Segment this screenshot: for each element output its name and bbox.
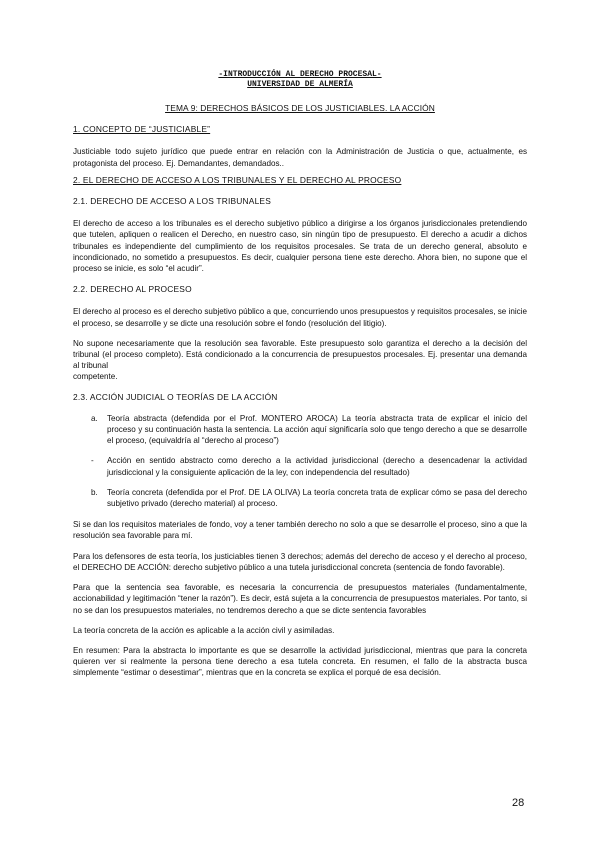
paragraph-sentencia-favorable: Para que la sentencia sea favorable, es necesaria la concurrencia de presupuestos materiales (fundamentalmente, accionabilidad y legitimación “tener la razón”). Es decir, está sujeta a la concurrencia de presupuestos materiales. Por tanto, si no se dan los presupuestos materiales, no tendremos derecho a que se dicte sentencia favorables (73, 583, 527, 615)
list-item-dash-text: Acción en sentido abstracto como derecho a la actividad jurisdiccional (derecho a desencadenar la actividad jurisdiccional y la consiguiente aplicación de la ley, con independencia del resultado) (107, 456, 527, 477)
list-marker-dash: - (91, 456, 94, 466)
document-header (73, 70, 527, 90)
university-name: UNIVERSIDAD DE ALMERÍA (247, 80, 353, 89)
document-page (73, 70, 527, 679)
chapter-title: TEMA 9: DERECHOS BÁSICOS DE LOS JUSTICIABLES. LA ACCIÓN (165, 103, 435, 113)
section-1-paragraph: Justiciable todo sujeto jurídico que puede entrar en relación con la Administración de Justicia o que, actualmente, es protagonista del proceso. Ej. Demandantes, demandados.. (73, 147, 527, 168)
section-2-2-paragraph-2-end: competente. (73, 372, 118, 382)
paragraph-resumen: En resumen: Para la abstracta lo importante es que se desarrolle la actividad jurisdiccional, mientras que para la concreta quieren ver si realmente la persona tiene derecho a esa tutela concreta. En resumen, el fallo de la abstracta busca simplemente “estimar o desestimar”, mientras que en la concreta se explica el porqué de esa decisión. (73, 645, 527, 678)
course-title: -INTRODUCCIÓN AL DERECHO PROCESAL- (218, 70, 382, 79)
section-2-2-paragraph-2: No supone necesariamente que la resolución sea favorable. Este presupuesto solo garantiza el derecho a la decisión del tribunal (el proceso completo). Está condicionado a la concurrencia de presupuestos procesales. Ej. presentar una demanda al tribunal (73, 338, 527, 371)
paragraph-accion-civil: La teoría concreta de la acción es aplicable a la acción civil y asimiladas. (73, 625, 335, 635)
list-marker-b: b. (91, 487, 98, 497)
list-item-b-text: Teoría concreta (defendida por el Prof. DE LA OLIVA) La teoría concreta trata de explicar cómo se pasa del derecho subjetivo privado (derecho material) al proceso. (107, 487, 527, 509)
list-marker-a: a. (91, 413, 98, 423)
page-number: 28 (512, 797, 525, 809)
list-item-dash (73, 455, 527, 477)
section-2-heading: 2. EL DERECHO DE ACCESO A LOS TRIBUNALES Y EL DERECHO AL PROCESO (73, 174, 402, 185)
section-1-heading: 1. CONCEPTO DE “JUSTICIABLE” (73, 124, 211, 135)
section-2-2-heading: 2.2. DERECHO AL PROCESO (73, 284, 192, 295)
section-2-3-heading: 2.3. ACCIÓN JUDICIAL O TEORÍAS DE LA ACCIÓN (73, 391, 278, 402)
list-item-b (73, 487, 527, 509)
list-item-a (73, 413, 527, 447)
section-2-2-paragraph-1: El derecho al proceso es el derecho subjetivo público a que, concurriendo unos presupuestos y requisitos procesales, se inicie el proceso, se desarrolle y se dicte una resolución sobre el fondo (resolución del litigio). (73, 307, 527, 328)
paragraph-defensores: Para los defensores de esta teoría, los justiciables tienen 3 derechos; además del derecho de acceso y el derecho al proceso, el DERECHO DE ACCIÓN: derecho subjetivo público a una tutela jurisdiccional concreta (sentencia de fondo favorable). (73, 551, 527, 572)
list-item-a-text: Teoría abstracta (defendida por el Prof. MONTERO AROCA) La teoría abstracta trata de explicar el inicio del proceso y su continuación hasta la sentencia. La acción aquí significaría solo que tengo derecho a que se desarrolle el proceso, (equivaldría al “derecho al proceso”) (107, 413, 527, 446)
section-2-1-heading: 2.1. DERECHO DE ACCESO A LOS TRIBUNALES (73, 196, 272, 207)
paragraph-requisitos: Si se dan los requisitos materiales de fondo, voy a tener también derecho no solo a que se desarrolle el proceso, sino a que la resolución sea favorable para mí. (73, 520, 527, 541)
section-2-1-paragraph: El derecho de acceso a los tribunales es el derecho subjetivo público a dirigirse a los órganos jurisdiccionales pretendiendo que tutelen, apliquen o realicen el Derecho, en nuestro caso, sin ningún tipo de presupuesto. El derecho a acudir a dichos tribunales es independiente del cumplimiento de los requisitos procesales. Se trata de un derecho general, absoluto e incondicionado, no sometido a presupuestos. Es decir, cualquier persona tiene este derecho. Ahora bien, no supone que el proceso se inicie, es solo “el acudir”. (73, 219, 527, 274)
